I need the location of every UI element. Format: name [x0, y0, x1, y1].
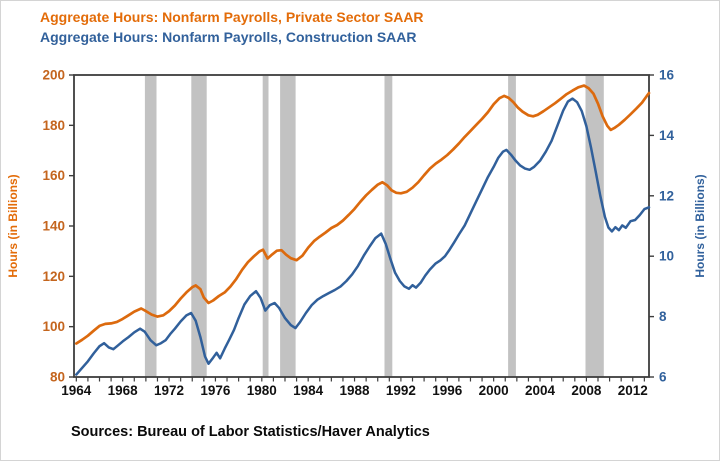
- recession-band: [508, 76, 516, 377]
- x-axis-tick-label: 2012: [617, 383, 648, 398]
- construction-series-line: [76, 99, 649, 375]
- recession-band: [280, 76, 296, 377]
- recession-band: [263, 76, 269, 377]
- right-axis-tick-label: 14: [659, 127, 675, 143]
- x-axis-tick-label: 1964: [61, 383, 92, 398]
- x-axis-tick-label: 1976: [200, 383, 231, 398]
- x-axis-tick-label: 1996: [432, 383, 463, 398]
- right-axis-tick-label: 10: [659, 248, 675, 264]
- x-axis-tick-label: 1980: [246, 383, 277, 398]
- left-axis-title: Hours (in Billions): [6, 174, 20, 278]
- x-axis-tick-label: 1988: [339, 383, 370, 398]
- left-axis-tick-label: 100: [42, 319, 65, 335]
- recession-band: [586, 76, 604, 377]
- source-note: Sources: Bureau of Labor Statistics/Haver Analytics: [71, 424, 430, 440]
- right-axis-tick-label: 8: [659, 309, 667, 325]
- x-axis-tick-label: 1972: [154, 383, 185, 398]
- x-axis-tick-label: 1968: [107, 383, 138, 398]
- x-axis-tick-label: 2008: [571, 383, 602, 398]
- left-axis-tick-label: 200: [42, 67, 65, 83]
- plot-border: [74, 75, 649, 377]
- private-series-line: [76, 86, 649, 344]
- right-axis-tick-label: 16: [659, 67, 675, 83]
- legend-private-sector: Aggregate Hours: Nonfarm Payrolls, Private Sector SAAR: [40, 9, 424, 25]
- left-axis-tick-label: 180: [42, 117, 65, 133]
- right-axis-tick-label: 12: [659, 188, 675, 204]
- recession-band: [145, 76, 157, 377]
- legend-construction: Aggregate Hours: Nonfarm Payrolls, Construction SAAR: [40, 29, 417, 45]
- right-axis-title: Hours (in Billions): [693, 174, 707, 278]
- x-axis-tick-label: 1992: [385, 383, 416, 398]
- left-axis-tick-label: 140: [42, 218, 65, 234]
- left-axis-tick-label: 80: [49, 369, 65, 385]
- dual-axis-line-chart: [1, 1, 719, 421]
- recession-band: [385, 76, 393, 377]
- right-axis-tick-label: 6: [659, 369, 667, 385]
- x-axis-tick-label: 2004: [525, 383, 556, 398]
- x-axis-tick-label: 2000: [478, 383, 509, 398]
- left-axis-tick-label: 120: [42, 268, 65, 284]
- left-axis-tick-label: 160: [42, 168, 65, 184]
- x-axis-tick-label: 1984: [293, 383, 324, 398]
